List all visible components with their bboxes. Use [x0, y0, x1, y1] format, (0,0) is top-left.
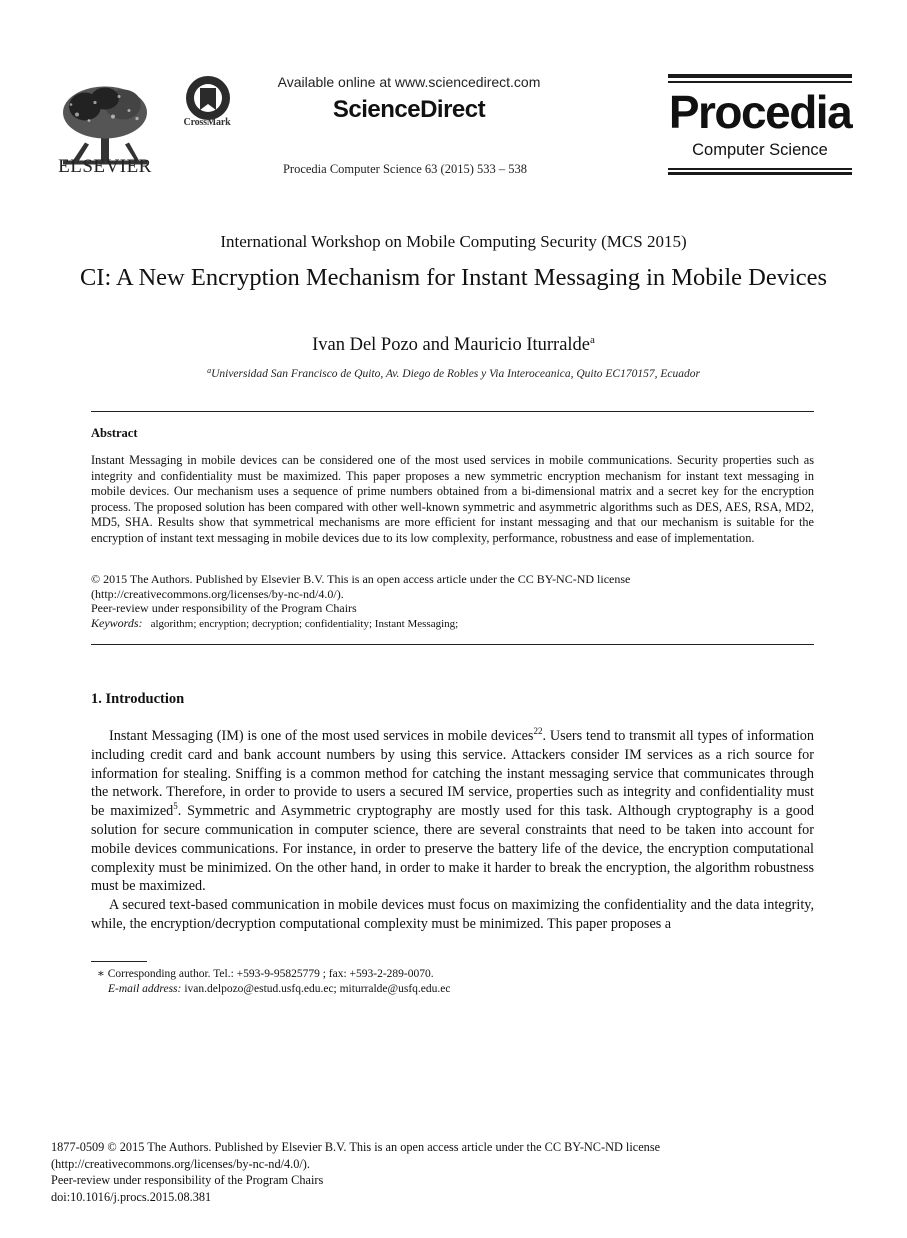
paper-title: CI: A New Encryption Mechanism for Instant Messaging in Mobile Devices: [79, 264, 828, 291]
abstract-license: [91, 572, 814, 602]
corresponding-author-note: ∗ Corresponding author. Tel.: +593-9-95825779 ; fax: +593-2-289-0070.: [97, 968, 434, 980]
intro-paragraph-2: A secured text-based communication in mobile devices must focus on maximizing the confidentiality and the data integrity, while, the encryption/decryption computational complexity must be minimized. This paper proposes a: [91, 897, 814, 932]
issn-license-line: 1877-0509 © 2015 The Authors. Published by Elsevier B.V. This is an open access article under the CC BY-NC-ND license: [51, 1140, 661, 1154]
footnote-rule: [91, 961, 147, 962]
abstract-heading: Abstract: [91, 426, 138, 440]
introduction-body: [91, 727, 814, 934]
intro-paragraph-1: [91, 727, 814, 896]
peer-review-line: Peer-review under responsibility of the Program Chairs: [51, 1173, 324, 1187]
author-list: [0, 334, 907, 356]
intro-p1-part-c: . Symmetric and Asymmetric cryptography are mostly used for this task. Although cryptography is a good solution for secure communication in computer science, there are several constraints that need to be taken into account for mobile devices communications. For instance, in order to preserve the battery life of the device, the encryption computational complexity must be minimized. On the other hand, in order to make it harder to break the encryption, the algorithm robustness must be maximized.: [91, 803, 814, 895]
available-online-text[interactable]: Available online at www.sciencedirect.com: [277, 74, 541, 90]
citation-ref[interactable]: 22: [533, 726, 543, 736]
author-affiliation-marker: a: [590, 334, 595, 346]
abstract-peer-review: Peer-review under responsibility of the Program Chairs: [91, 601, 357, 615]
journal-reference: Procedia Computer Science 63 (2015) 533 – 538: [282, 162, 528, 176]
procedia-subtitle: Computer Science: [692, 141, 828, 159]
intro-p1-part-a: Instant Messaging (IM) is one of the most used services in mobile devices: [109, 728, 534, 744]
sciencedirect-wordmark: ScienceDirect: [332, 96, 486, 123]
affiliation-text: Universidad San Francisco de Quito, Av. Diego de Robles y Via Interoceanica, Quito EC170157, Ecuador: [211, 368, 700, 380]
authors-text: Ivan Del Pozo and Mauricio Iturralde: [312, 335, 591, 355]
license-link[interactable]: (http://creativecommons.org/licenses/by-nc-nd/4.0/).: [91, 587, 344, 601]
doi[interactable]: doi:10.1016/j.procs.2015.08.381: [51, 1189, 212, 1204]
email-label: E-mail address:: [108, 983, 182, 995]
keywords-line: [91, 616, 458, 631]
procedia-wordmark: Procedia: [668, 86, 852, 138]
abstract-top-rule: [91, 411, 814, 412]
publication-info: [51, 1139, 751, 1205]
abstract-bottom-rule: [91, 644, 814, 645]
workshop-name: International Workshop on Mobile Computing Security (MCS 2015): [220, 232, 687, 251]
elsevier-wordmark: ELSEVIER: [58, 156, 152, 177]
affiliation: [0, 366, 907, 380]
affiliation-marker: a: [207, 366, 212, 375]
citation-ref[interactable]: 5: [173, 801, 178, 812]
license-url[interactable]: (http://creativecommons.org/licenses/by-nc-nd/4.0/).: [51, 1156, 310, 1171]
crossmark-label: CrossMark: [183, 117, 231, 128]
license-text: © 2015 The Authors. Published by Elsevier B.V. This is an open access article under the CC BY-NC-ND license: [91, 572, 631, 586]
email-addresses[interactable]: ivan.delpozo@estud.usfq.edu.ec; miturralde@usfq.edu.ec: [184, 983, 451, 995]
keywords-label: Keywords:: [91, 616, 143, 630]
keywords-list: algorithm; encryption; decryption; confidentiality; Instant Messaging;: [150, 618, 459, 630]
intro-p1-part-b: . Users tend to transmit all types of information including credit card and bank account numbers by using this service. Attackers consider IM services as a rich source for information for stealing. Sniffing is a common method for catching the instant messaging service that communicates through the network. Therefore, in order to provide to users a secured IM service, properties such as integrity and confidentiality must be maximized: [91, 728, 814, 820]
section-heading-introduction: 1. Introduction: [91, 691, 185, 707]
email-note: [108, 983, 450, 995]
abstract-body: Instant Messaging in mobile devices can be considered one of the most used services in mobile communications. Security properties such as integrity and confidentiality must be maximized. This paper proposes a new symmetric encryption mechanism for instant text messaging in mobile devices. Our mechanism uses a sequence of prime numbers obtained from a bi-dimensional matrix and a secret key for the encryption process. The proposed solution has been compared with other well-known symmetric and asymmetric algorithms such as DES, AES, RSA, MD2, MD5, SHA. Results show that symmetrical mechanisms are more efficient for instant messaging and that our mechanism is suitable for the encryption of instant text messaging in mobile devices due to its low complexity, performance, robustness and ease of implementation.: [91, 453, 814, 545]
